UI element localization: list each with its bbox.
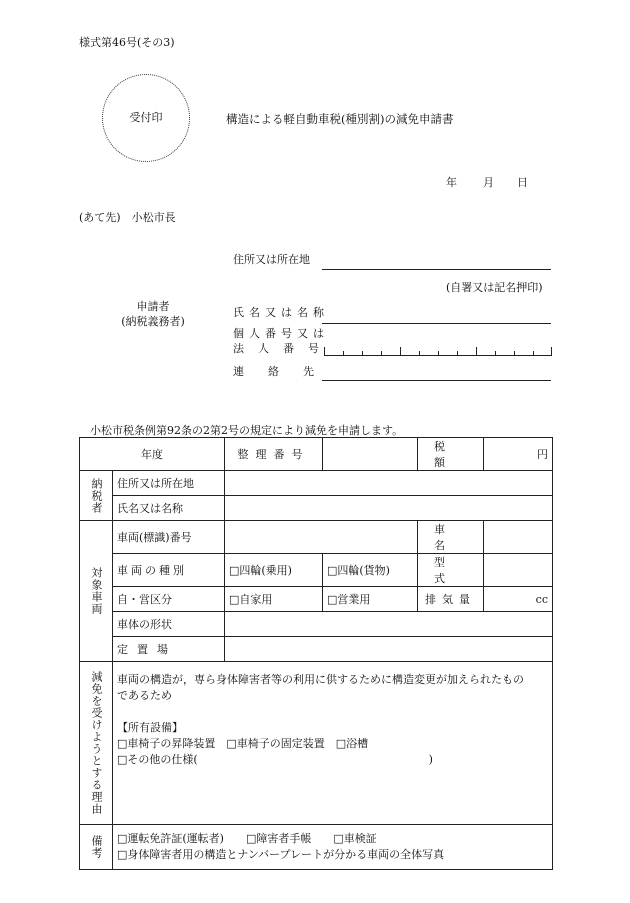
taxpayer-name-row [80, 496, 553, 521]
name-label: 氏名又は名称 [233, 306, 329, 319]
storage-row [80, 637, 553, 662]
mynumber-field[interactable] [324, 347, 552, 356]
reason-group-label: 減免を受けようとする理由 [80, 662, 113, 825]
storage-label: 定置場 [113, 637, 225, 662]
contact-line[interactable] [322, 380, 551, 381]
application-table [79, 437, 553, 870]
contact-label: 連絡先 [233, 365, 338, 378]
car-name-field[interactable] [484, 521, 553, 554]
form-title: 構造による軽自動車税(種別割)の減免申請書 [226, 112, 454, 126]
remarks-cell [113, 825, 553, 870]
vehicle-type-row [80, 554, 553, 587]
reason-text-line2: であるため [117, 689, 172, 702]
taxpayer-address-row [80, 471, 553, 496]
remarks-group-label: 備考 [80, 825, 113, 870]
type-option-cargo[interactable]: □四輪(貨物) [323, 554, 418, 587]
reason-cell [113, 662, 553, 825]
taxpayer-address-field[interactable] [225, 471, 553, 496]
applicant-label: 申請者 [136, 300, 170, 313]
remarks-row [80, 825, 553, 870]
model-label: 型式 [418, 554, 484, 587]
mynumber-label-line1: 個人番号又は [233, 327, 329, 340]
yen-unit: 円 [537, 448, 548, 461]
date-day: 日 [517, 176, 528, 189]
equipment-options[interactable]: □車椅子の昇降装置 □車椅子の固定装置 □浴槽 [117, 737, 369, 750]
taxpayer-address-label: 住所又は所在地 [113, 471, 225, 496]
year-label: 年度 [80, 438, 225, 471]
signature-note: (自署又は記名押印) [446, 281, 543, 294]
addressee: (あて先) 小松市長 [79, 211, 176, 224]
use-class-label: 自・営区分 [113, 587, 225, 612]
reception-seal-label: 受付印 [129, 111, 163, 124]
car-name-label: 車名 [418, 521, 484, 554]
year-row [80, 438, 553, 471]
cc-unit: cc [535, 592, 548, 606]
body-shape-row [80, 612, 553, 637]
control-number-field[interactable] [323, 438, 418, 471]
vehicle-group-label: 対象車両 [80, 521, 113, 662]
date-year: 年 [446, 176, 457, 189]
address-line[interactable] [322, 269, 551, 270]
reason-text-line1: 車両の構造が，専ら身体障害者等の利用に供するために構造変更が加えられたもの [117, 673, 524, 686]
vehicle-type-label: 車両の種別 [113, 554, 225, 587]
plate-row [80, 521, 553, 554]
taxpayer-name-field[interactable] [225, 496, 553, 521]
taxpayer-group-label: 納税者 [80, 471, 113, 521]
plate-field[interactable] [225, 521, 418, 554]
mynumber-label-line2: 法人番号 [233, 342, 333, 355]
use-option-private[interactable]: □自家用 [225, 587, 323, 612]
model-field[interactable] [484, 554, 553, 587]
reason-row [80, 662, 553, 825]
displacement-field[interactable] [484, 587, 553, 612]
form-number: 様式第46号(その3) [79, 36, 175, 49]
taxpayer-name-label: 氏名又は名称 [113, 496, 225, 521]
remarks-options[interactable]: □運転免許証(運転者) □障害者手帳 □車検証 [117, 832, 377, 845]
tax-amount-field[interactable] [484, 438, 553, 471]
equipment-other-option[interactable]: □その他の仕様( ) [117, 753, 433, 766]
statement: 小松市税条例第92条の2第2号の規定により減免を申請します。 [90, 424, 404, 437]
use-class-row [80, 587, 553, 612]
type-option-passenger[interactable]: □四輪(乗用) [225, 554, 323, 587]
applicant-sublabel: (納税義務者) [121, 315, 185, 328]
remarks-photo-option[interactable]: □身体障害者用の構造とナンバープレートが分かる車両の全体写真 [117, 848, 445, 861]
name-line[interactable] [322, 323, 551, 324]
address-label: 住所又は所在地 [233, 253, 310, 266]
reception-seal-circle [102, 74, 190, 162]
body-shape-label: 車体の形状 [113, 612, 225, 637]
equipment-heading: 【所有設備】 [117, 721, 183, 734]
body-shape-field[interactable] [225, 612, 553, 637]
control-number-label: 整理番号 [225, 438, 323, 471]
use-option-commercial[interactable]: □営業用 [323, 587, 418, 612]
storage-field[interactable] [225, 637, 553, 662]
tax-amount-label: 税額 [418, 438, 484, 471]
date-month: 月 [483, 176, 494, 189]
displacement-label: 排気量 [418, 587, 484, 612]
plate-label: 車両(標識)番号 [113, 521, 225, 554]
